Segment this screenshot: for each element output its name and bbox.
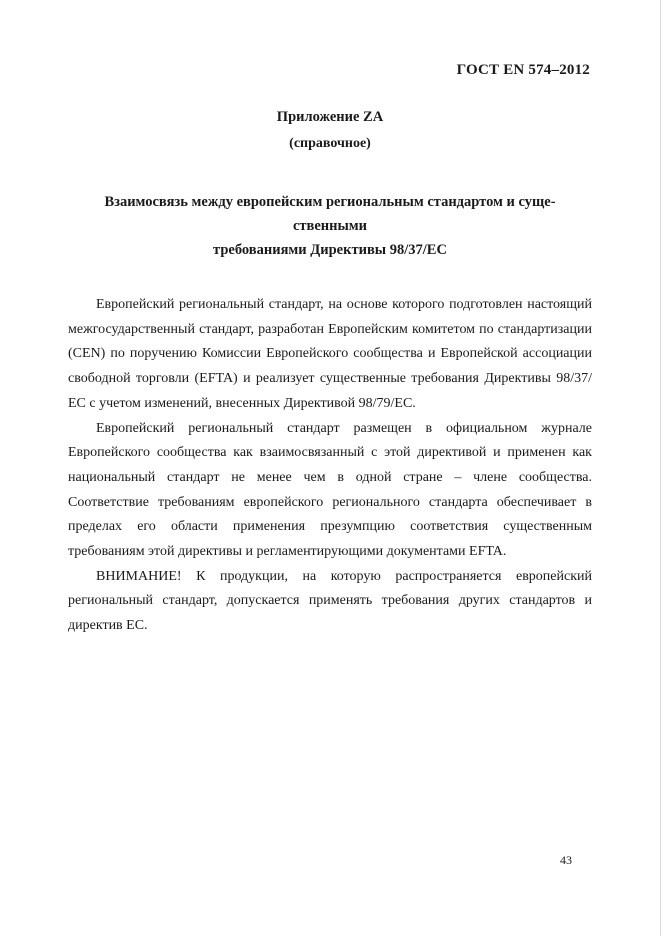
paragraph-3: ВНИМАНИЕ! К продукции, на которую распространяется европейский региональный стандарт, допускается применять требования других стандартов и директив ЕС. xyxy=(68,568,592,634)
heading-line-3: требованиями Директивы 98/37/ЕС xyxy=(213,242,447,258)
annex-title: Приложение ZA xyxy=(276,109,384,125)
standard-designation: ГОСТ EN 574–2012 xyxy=(456,62,590,78)
heading-line-1: Взаимосвязь между европейским региональным стандартом и суще- xyxy=(104,194,556,210)
heading-line-2: ственными xyxy=(292,218,368,234)
paragraph-2: Европейский региональный стандарт размещен в официальном журнале Европейского сообщества как взаимосвязанный с этой директивой и применен как национальный стандарт не менее чем в одной стране – члене сообщества. Соответствие требованиям европейского регионального стандарта обеспечивает в пределах его области применения презумпцию соответствия существенным требованиям этой директивы и регламентирующими документами EFTA. xyxy=(68,420,592,560)
body-text xyxy=(68,293,592,639)
paragraph-1: Европейский региональный стандарт, на основе которого подготовлен настоящий межгосударственный стандарт, разработан Европейским комитетом по стандартизации (CEN) по поручению Комиссии Европейского сообщества и Европейской ассоциации свободной торговли (EFTA) и реализует существенные требования Директивы 98/37/ЕС с учетом изменений, внесенных Директивой 98/79/ЕС. xyxy=(68,297,592,411)
page-number: 43 xyxy=(560,853,572,867)
section-heading xyxy=(68,190,592,262)
annex-type: (справочное) xyxy=(289,136,371,151)
